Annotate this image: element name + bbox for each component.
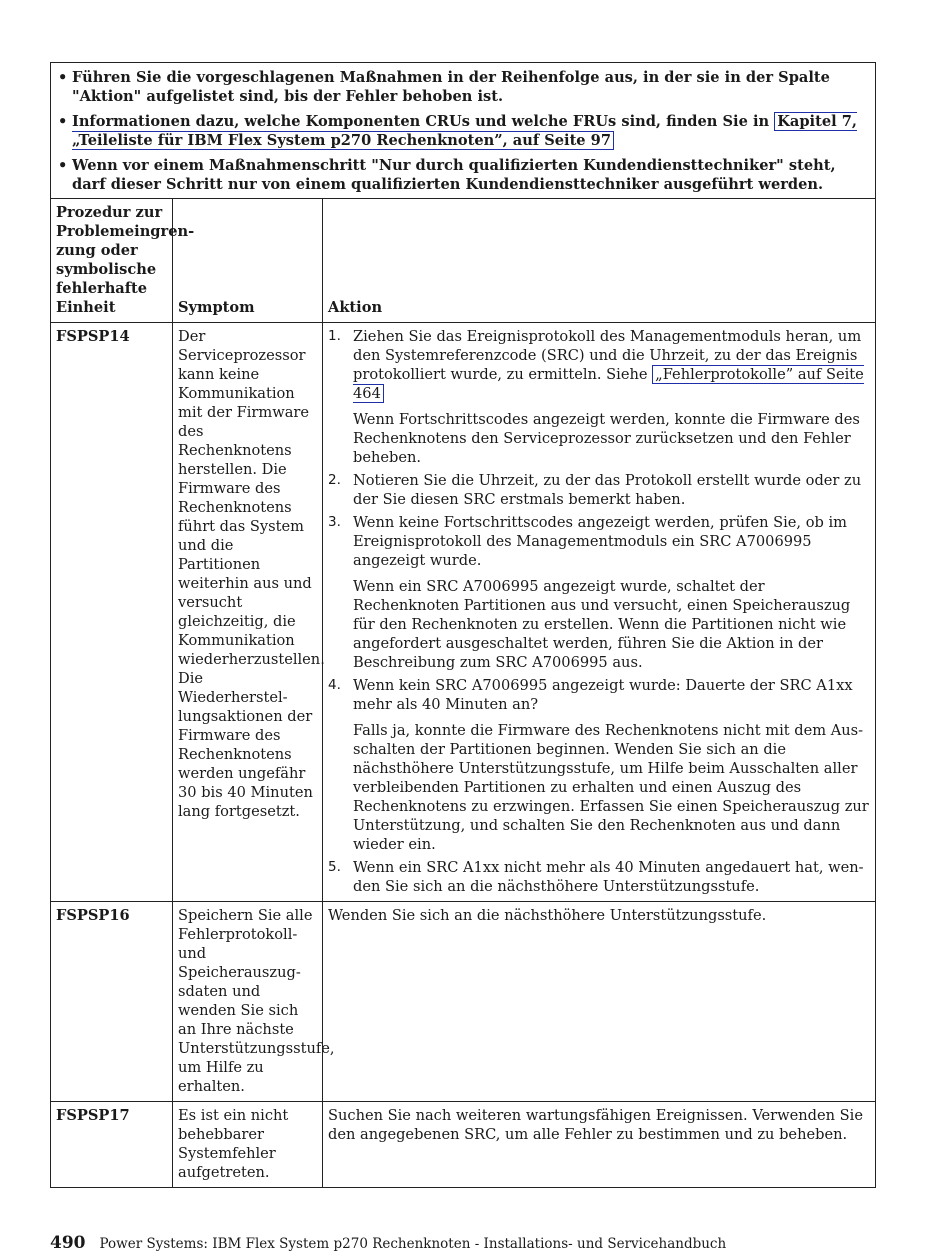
step-note: Wenn ein SRC A7006995 angezeigt wurde, schaltet der Rechenknoten Partitionen aus und versucht, einen Speicherauszug für den Rechenknoten zu erstellen. Wenn die Partitionen nicht wie angefordert ausgeschaltet werden, führen Sie die Aktion in der Beschreibung zum SRC A7006995 aus.: [353, 578, 851, 671]
column-header-procedure: Prozedur zur Problemeingrenzung oder symbolische fehlerhafte Einheit: [51, 199, 173, 323]
intro-bullet: • Wenn vor einem Maßnahmenschritt "Nur durch qualifizierten Kundendiensttechniker" steht, darf dieser Schritt nur von einem qualifizierten Kundendiensttechniker ausgeführt werden.: [55, 156, 869, 194]
page-footer: [50, 1233, 726, 1253]
procedure-table: [50, 62, 876, 1188]
symptom-cell: Der Serviceprozessor kann keine Kommunikation mit der Firmware des Rechenknotens herstellen. Die Firmware des Rechenknotens führt das System und die Partitionen weiterhin aus und versucht gleichzeitig, die Kommunikation wiederherzustellen. Die Wiederherstellungsaktionen der Firmware des Rechenknotens werden ungefähr 30 bis 40 Minuten lang fortgesetzt.: [173, 323, 323, 902]
action-cell: Suchen Sie nach weiteren wartungsfähigen Ereignissen. Verwenden Sie den angegebenen SRC, um alle Fehler zu bestimmen und zu beheben.: [323, 1102, 876, 1188]
step-text: Ziehen Sie das Ereignisprotokoll des Managementmoduls heran, um den Systemreferenzcode (SRC) und die Uhrzeit, zu der das Ereignis protokolliert wurde, zu ermitteln. Siehe: [353, 328, 862, 383]
action-step: [328, 858, 870, 896]
step-number: 3.: [328, 514, 341, 530]
table-row: [51, 323, 876, 902]
procedure-code: FSPSP17: [51, 1102, 173, 1188]
table-row: [51, 902, 876, 1102]
action-steps: [328, 327, 870, 896]
step-number: 2.: [328, 472, 341, 488]
intro-row: [51, 63, 876, 199]
intro-list: [55, 68, 869, 194]
intro-bullet: • Führen Sie die vorgeschlagenen Maßnahmen in der Reihenfolge aus, in der sie in der Spalte "Aktion" aufgelistet sind, bis der Fehler behoben ist.: [55, 68, 869, 106]
column-header-symptom: Symptom: [173, 199, 323, 323]
step-text: Wenn ein SRC A1xx nicht mehr als 40 Minuten angedauert hat, wenden Sie sich an die nächsthöhere Unterstützungsstufe.: [353, 859, 864, 895]
intro-cell: [51, 63, 876, 199]
action-step: [328, 471, 870, 509]
step-text: Notieren Sie die Uhrzeit, zu der das Protokoll erstellt wurde oder zu der Sie diesen SRC erstmals bemerkt haben.: [353, 472, 862, 508]
table-row: [51, 1102, 876, 1188]
action-step: [328, 676, 870, 854]
page-number: 490: [50, 1233, 86, 1253]
fehlerprotokolle-link[interactable]: „Fehlerprotokolle” auf Seite 464: [353, 366, 864, 402]
step-text: Wenn kein SRC A7006995 angezeigt wurde: Dauerte der SRC A1xx mehr als 40 Minuten an?: [353, 677, 853, 713]
header-row: [51, 199, 876, 323]
footer-title: Power Systems: IBM Flex System p270 Rechenknoten - Installations- und Servicehandbuch: [99, 1236, 727, 1252]
step-note: Falls ja, konnte die Firmware des Rechenknotens nicht mit dem Ausschalten der Partitionen beginnen. Wenden Sie sich an die nächsthöhere Unterstützungsstufe, um Hilfe beim Ausschalten aller verbleibenden Partitionen zu erhalten und einen Auszug des Rechenknotens zu erzwingen. Erfassen Sie einen Speicherauszug zur Unterstützung, und schalten Sie den Rechenknoten aus und dann wieder ein.: [353, 722, 869, 853]
intro-bullet: [55, 112, 869, 150]
symptom-cell: Es ist ein nicht behebbarer Systemfehler aufgetreten.: [173, 1102, 323, 1188]
step-note: Wenn Fortschrittscodes angezeigt werden, konnte die Firmware des Rechenknotens den Serviceprozessor zurücksetzen und den Fehler beheben.: [353, 411, 860, 466]
step-number: 1.: [328, 328, 341, 344]
column-header-action: Aktion: [323, 199, 876, 323]
intro-bullet-text: Informationen dazu, welche Komponenten CRUs und welche FRUs sind, finden Sie in: [72, 113, 775, 130]
procedure-code: FSPSP14: [51, 323, 173, 902]
action-step: [328, 327, 870, 467]
action-step: [328, 513, 870, 672]
procedure-code: FSPSP16: [51, 902, 173, 1102]
symptom-cell: Speichern Sie alle Fehlerprotokoll- und Speicherauszugsdaten und wenden Sie sich an Ihre nächste Unterstützungsstufe, um Hilfe zu erhalten.: [173, 902, 323, 1102]
action-cell: [323, 323, 876, 902]
step-text: Wenn keine Fortschrittscodes angezeigt werden, prüfen Sie, ob im Ereignisprotokoll des Managementmoduls ein SRC A7006995 angezeigt wurde.: [353, 514, 847, 569]
chapter-7-link[interactable]: Kapitel 7, „Teileliste für IBM Flex System p270 Rechenknoten”, auf Seite 97: [72, 113, 857, 149]
step-number: 5.: [328, 859, 341, 875]
step-number: 4.: [328, 677, 341, 693]
action-cell: Wenden Sie sich an die nächsthöhere Unterstützungsstufe.: [323, 902, 876, 1102]
